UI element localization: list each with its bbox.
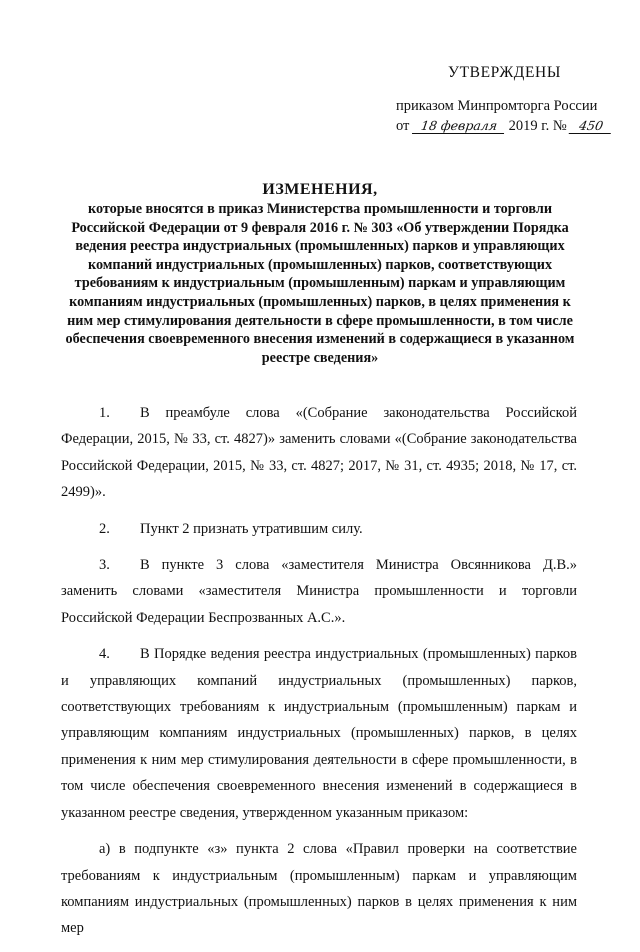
handwritten-order-date: 18 февраля [412,119,506,134]
item-number: 2. [99,520,110,537]
approval-stamp-block [396,64,632,136]
approved-title: УТВЕРЖДЕНЫ [448,64,561,81]
list-item-3 [61,552,577,631]
order-prefix: от [396,118,410,134]
list-item-1 [61,400,577,506]
item-number: 3. [99,557,110,574]
document-body [61,400,577,952]
item-number: 4. [99,646,110,663]
list-item-2 [61,516,577,542]
subitem-a: а) в подпункте «з» пункта 2 слова «Правил проверки на соответствие требованиям к индустриальным (промышленным) паркам и управляющим компаниям индустриальных (промышленных) парков в целях применения к ним мер [61,841,577,937]
document-title [60,180,580,200]
item-text: В Порядке ведения реестра индустриальных (промышленных) парков и управляющих компаний индустриальных (промышленных) парков, соответствующих требованиям к индустриальным (промышленным) паркам и управляющим компаниям индустриальных (промышленных) парков, в целях применения к ним мер стимулирования деятельности в сфере промышленности, в том числе обеспечения своевременного внесения изменений в содержащиеся в указанном реестре сведения, утвержденном указанным приказом: [61,646,577,821]
order-year: 2019 г. № [508,118,567,134]
order-reference-line [396,116,632,136]
list-item-4 [61,641,577,826]
document-subtitle: которые вносятся в приказ Министерства промышленности и торговли Российской Федерации от 9 февраля 2016 г. № 303 «Об утверждении Порядка ведения реестра индустриальных (промышленных) парков и управляющих компаний индустриальных (промышленных) парков, соответствующих требованиям к индустриальным (промышленным) паркам и управляющим компаниям индустриальных (промышленных) парков, в целях применения к ним мер стимулирования деятельности в сфере промышленности, в том числе обеспечения своевременного внесения изменений в содержащиеся в указанном реестре сведения» [65,201,575,366]
item-text: В пункте 3 слова «заместителя Министра Овсянникова Д.В.» заменить словами «заместителя Министра промышленности и торговли Российской Федерации Беспрозванных А.С.». [61,557,577,626]
item-text: Пункт 2 признать утратившим силу. [140,520,363,537]
order-issuer: приказом Минпромторга России [396,98,598,114]
handwritten-order-number: 450 [569,119,614,134]
document-title-main: ИЗМЕНЕНИЯ, [262,181,378,198]
item-number: 1. [99,405,110,421]
item-text: В преамбуле слова «(Собрание законодательства Российской Федерации, 2015, № 33, ст. 4827)» заменить словами «(Собрание законодательства Российской Федерации, 2015, № 33, ст. 4827; 2017, № 31, ст. 4935; 2018, № 17, ст. 2499)». [61,405,577,501]
